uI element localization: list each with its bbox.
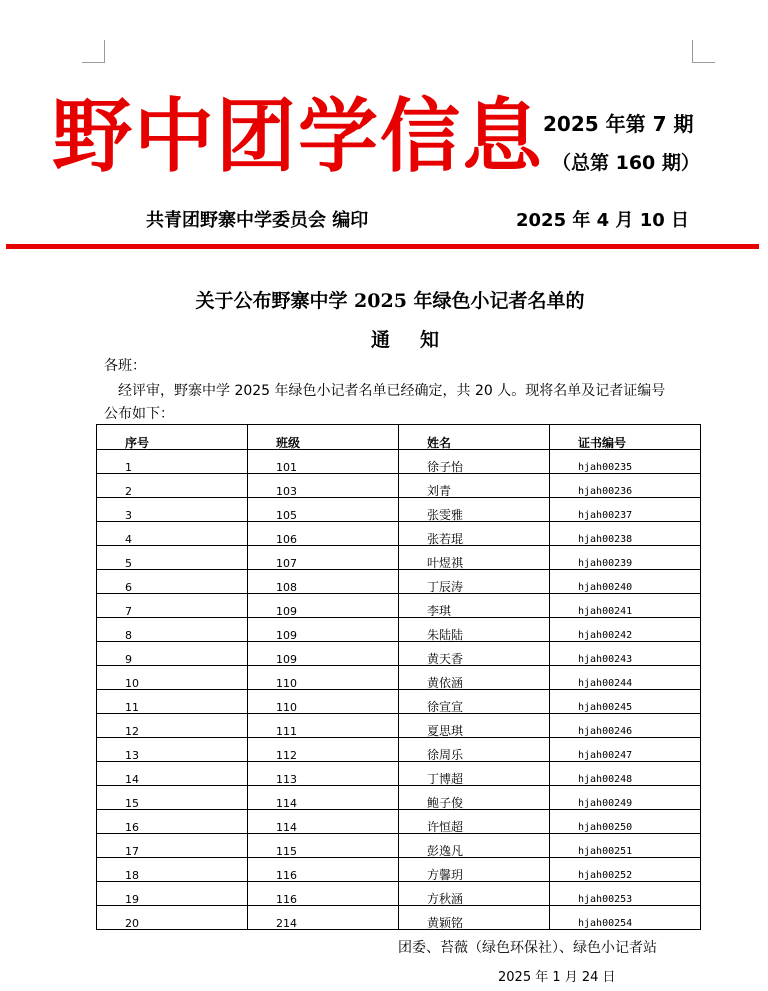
cell-name: 张雯雅 [399,498,550,522]
cell-name: 丁博超 [399,762,550,786]
cell-index: 19 [97,882,248,906]
cell-class: 105 [248,498,399,522]
cell-name: 徐周乐 [399,738,550,762]
cell-class: 101 [248,450,399,474]
cell-index: 1 [97,450,248,474]
table-row [97,666,701,690]
cell-name: 叶煜祺 [399,546,550,570]
cell-class: 214 [248,906,399,930]
cell-certificate: hjah00245 [550,690,701,714]
cell-name: 夏思琪 [399,714,550,738]
cell-class: 103 [248,474,399,498]
table-row [97,690,701,714]
cell-index: 14 [97,762,248,786]
cell-class: 116 [248,882,399,906]
cell-certificate: hjah00242 [550,618,701,642]
table-row [97,642,701,666]
notice-body-line1: 经评审，野寨中学 2025 年绿色小记者名单已经确定，共 20 人。现将名单及记者证编号 [118,383,666,399]
cell-index: 6 [97,570,248,594]
cell-name: 方馨玥 [399,858,550,882]
cell-certificate: hjah00236 [550,474,701,498]
cell-name: 方秋涵 [399,882,550,906]
cell-class: 109 [248,618,399,642]
publisher: 共青团野寨中学委员会 编印 [146,210,369,231]
notice-title-line2: 通知 [370,329,469,351]
table-row [97,594,701,618]
notice-title-line1: 关于公布野寨中学 2025 年绿色小记者名单的 [195,290,585,312]
cell-certificate: hjah00237 [550,498,701,522]
header-name: 姓名 [399,425,550,450]
table-row [97,738,701,762]
cell-name: 黄颖铭 [399,906,550,930]
cell-index: 4 [97,522,248,546]
notice-body-line2: 公布如下： [104,406,174,422]
cell-name: 黄天香 [399,642,550,666]
cell-index: 3 [97,498,248,522]
cell-name: 徐子怡 [399,450,550,474]
table-row [97,498,701,522]
cell-class: 113 [248,762,399,786]
table-row [97,618,701,642]
crop-mark-top-right [692,40,715,63]
masthead-title: 野中团学信息 [52,89,544,183]
cell-index: 12 [97,714,248,738]
cell-index: 16 [97,810,248,834]
cell-certificate: hjah00247 [550,738,701,762]
cell-certificate: hjah00251 [550,834,701,858]
cell-name: 徐宣宣 [399,690,550,714]
cell-class: 111 [248,714,399,738]
notice-date: 2025 年 1 月 24 日 [498,970,616,985]
cell-index: 7 [97,594,248,618]
cell-class: 106 [248,522,399,546]
cell-index: 18 [97,858,248,882]
cell-name: 黄依涵 [399,666,550,690]
table-row [97,882,701,906]
cell-class: 112 [248,738,399,762]
cell-class: 114 [248,810,399,834]
cell-index: 17 [97,834,248,858]
cell-class: 110 [248,666,399,690]
red-divider [6,244,759,249]
cell-certificate: hjah00244 [550,666,701,690]
cell-certificate: hjah00253 [550,882,701,906]
cell-certificate: hjah00235 [550,450,701,474]
cell-index: 2 [97,474,248,498]
cell-certificate: hjah00249 [550,786,701,810]
cell-certificate: hjah00246 [550,714,701,738]
table-row [97,762,701,786]
cell-certificate: hjah00243 [550,642,701,666]
cell-index: 8 [97,618,248,642]
cell-name: 李琪 [399,594,550,618]
cell-certificate: hjah00240 [550,570,701,594]
issue-number: 2025 年第 7 期 [543,112,694,136]
table-row [97,858,701,882]
cell-index: 20 [97,906,248,930]
cell-class: 107 [248,546,399,570]
cell-index: 9 [97,642,248,666]
cell-name: 丁辰涛 [399,570,550,594]
cell-name: 彭逸凡 [399,834,550,858]
cell-class: 114 [248,786,399,810]
table-row [97,522,701,546]
cell-class: 109 [248,642,399,666]
cell-index: 13 [97,738,248,762]
cell-index: 5 [97,546,248,570]
cell-name: 许恒超 [399,810,550,834]
cell-certificate: hjah00238 [550,522,701,546]
salutation: 各班： [104,358,146,374]
cell-name: 鲍子俊 [399,786,550,810]
cell-class: 108 [248,570,399,594]
publication-date: 2025 年 4 月 10 日 [516,210,690,231]
cell-name: 刘青 [399,474,550,498]
header-certificate: 证书编号 [550,425,701,450]
cell-certificate: hjah00239 [550,546,701,570]
cell-certificate: hjah00248 [550,762,701,786]
table-header-row [97,425,701,450]
cell-certificate: hjah00252 [550,858,701,882]
cell-index: 11 [97,690,248,714]
cell-certificate: hjah00241 [550,594,701,618]
table-row [97,474,701,498]
cell-name: 张若琨 [399,522,550,546]
cell-index: 15 [97,786,248,810]
total-issue-number: （总第 160 期） [552,152,700,174]
cell-class: 110 [248,690,399,714]
table-row [97,906,701,930]
table-row [97,546,701,570]
crop-mark-top-left [82,40,105,63]
issuing-organizations: 团委、苔薇（绿色环保社）、绿色小记者站 [398,940,657,956]
cell-name: 朱陆陆 [399,618,550,642]
cell-certificate: hjah00250 [550,810,701,834]
table-row [97,810,701,834]
header-class: 班级 [248,425,399,450]
header-index: 序号 [97,425,248,450]
roster-table [96,424,701,930]
cell-index: 10 [97,666,248,690]
table-row [97,570,701,594]
table-row [97,834,701,858]
cell-class: 109 [248,594,399,618]
cell-certificate: hjah00254 [550,906,701,930]
table-row [97,714,701,738]
table-row [97,450,701,474]
table-row [97,786,701,810]
cell-class: 115 [248,834,399,858]
cell-class: 116 [248,858,399,882]
